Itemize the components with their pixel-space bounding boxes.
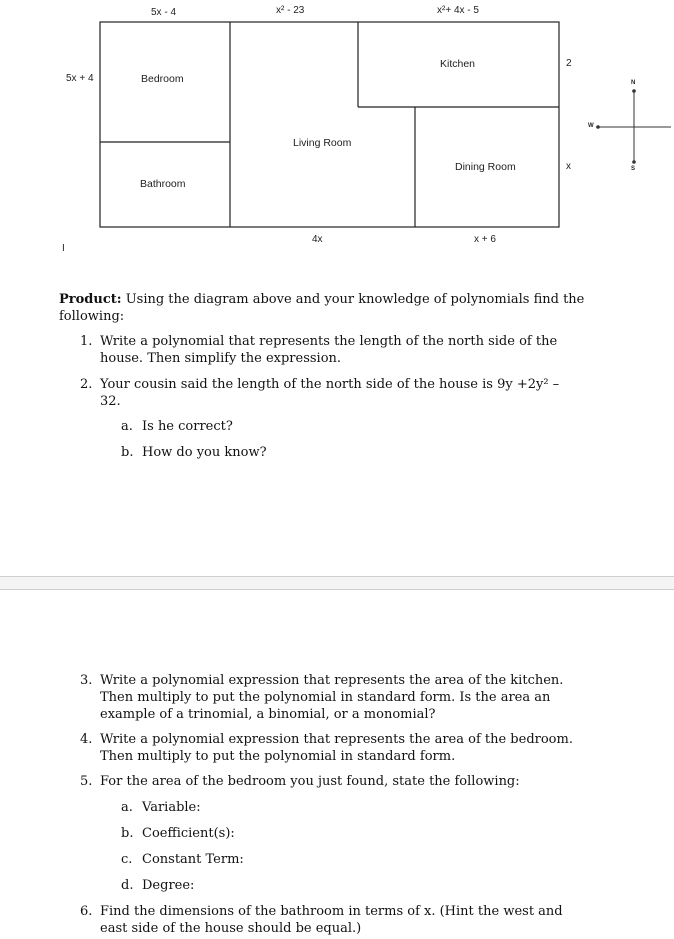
q4-number: 4. bbox=[80, 732, 93, 747]
q5c-letter: c. bbox=[121, 852, 133, 867]
q1-text: Write a polynomial that represents the length of the north side of the house. Then simplify the expression. bbox=[100, 334, 558, 366]
product-intro bbox=[59, 291, 619, 325]
margin-mark: I bbox=[62, 243, 65, 254]
q2a-letter: a. bbox=[121, 419, 133, 434]
q5-text: For the area of the bedroom you just found, state the following: bbox=[100, 774, 520, 789]
q5a-text: Variable: bbox=[142, 800, 201, 815]
dim-dining-height: x bbox=[566, 161, 571, 172]
dim-living-bottom: 4x bbox=[312, 234, 323, 245]
room-living: Living Room bbox=[293, 137, 352, 149]
q2b-text: How do you know? bbox=[142, 445, 267, 460]
room-bedroom: Bedroom bbox=[141, 73, 184, 85]
product-intro-text: Using the diagram above and your knowledge of polynomials find the following: bbox=[59, 292, 585, 324]
q5b-text: Coefficient(s): bbox=[142, 826, 235, 841]
compass-south-label: S bbox=[631, 166, 636, 172]
q1-number: 1. bbox=[80, 334, 93, 349]
q5b-letter: b. bbox=[121, 826, 134, 841]
q2-number: 2. bbox=[80, 377, 93, 392]
room-dining: Dining Room bbox=[455, 161, 516, 173]
dim-dining-bottom: x + 6 bbox=[474, 234, 496, 245]
room-bathroom: Bathroom bbox=[140, 178, 186, 190]
q4-text: Write a polynomial expression that represents the area of the bedroom. Then multiply to put the polynomial in standard form. bbox=[100, 732, 573, 764]
dim-kitchen-height: 2 bbox=[566, 58, 572, 69]
compass-south-dot bbox=[632, 160, 636, 164]
product-label: Product: bbox=[59, 292, 122, 307]
q6-text: Find the dimensions of the bathroom in terms of x. (Hint the west and east side of the house should be equal.) bbox=[100, 904, 563, 936]
q5a-letter: a. bbox=[121, 800, 133, 815]
dim-bedroom-top: 5x - 4 bbox=[151, 7, 177, 18]
room-kitchen: Kitchen bbox=[440, 58, 476, 70]
compass-west-label: W bbox=[588, 123, 594, 129]
dim-kitchen-top: x²+ 4x - 5 bbox=[437, 5, 479, 16]
q5d-letter: d. bbox=[121, 878, 134, 893]
floor-plan-lines bbox=[0, 0, 674, 240]
q2-text: Your cousin said the length of the north side of the house is 9y +2y² – 32. bbox=[100, 377, 560, 409]
dim-living-top: x² - 23 bbox=[276, 5, 305, 16]
compass-west-dot bbox=[596, 125, 600, 129]
compass-north-label: N bbox=[631, 80, 636, 86]
q6-number: 6. bbox=[80, 904, 93, 919]
compass-north-dot bbox=[632, 89, 636, 93]
q3-text: Write a polynomial expression that represents the area of the kitchen. Then multiply to put the polynomial in standard form. Is the area an example of a trinomial, a binomial, or a monomial? bbox=[100, 673, 564, 722]
q3-number: 3. bbox=[80, 673, 93, 688]
dim-west-side: 5x + 4 bbox=[66, 73, 94, 84]
house-outline bbox=[100, 22, 559, 227]
q5d-text: Degree: bbox=[142, 878, 195, 893]
page-break bbox=[0, 576, 674, 590]
q2a-text: Is he correct? bbox=[142, 419, 233, 434]
q5c-text: Constant Term: bbox=[142, 852, 244, 867]
q5-number: 5. bbox=[80, 774, 93, 789]
q2b-letter: b. bbox=[121, 445, 134, 460]
